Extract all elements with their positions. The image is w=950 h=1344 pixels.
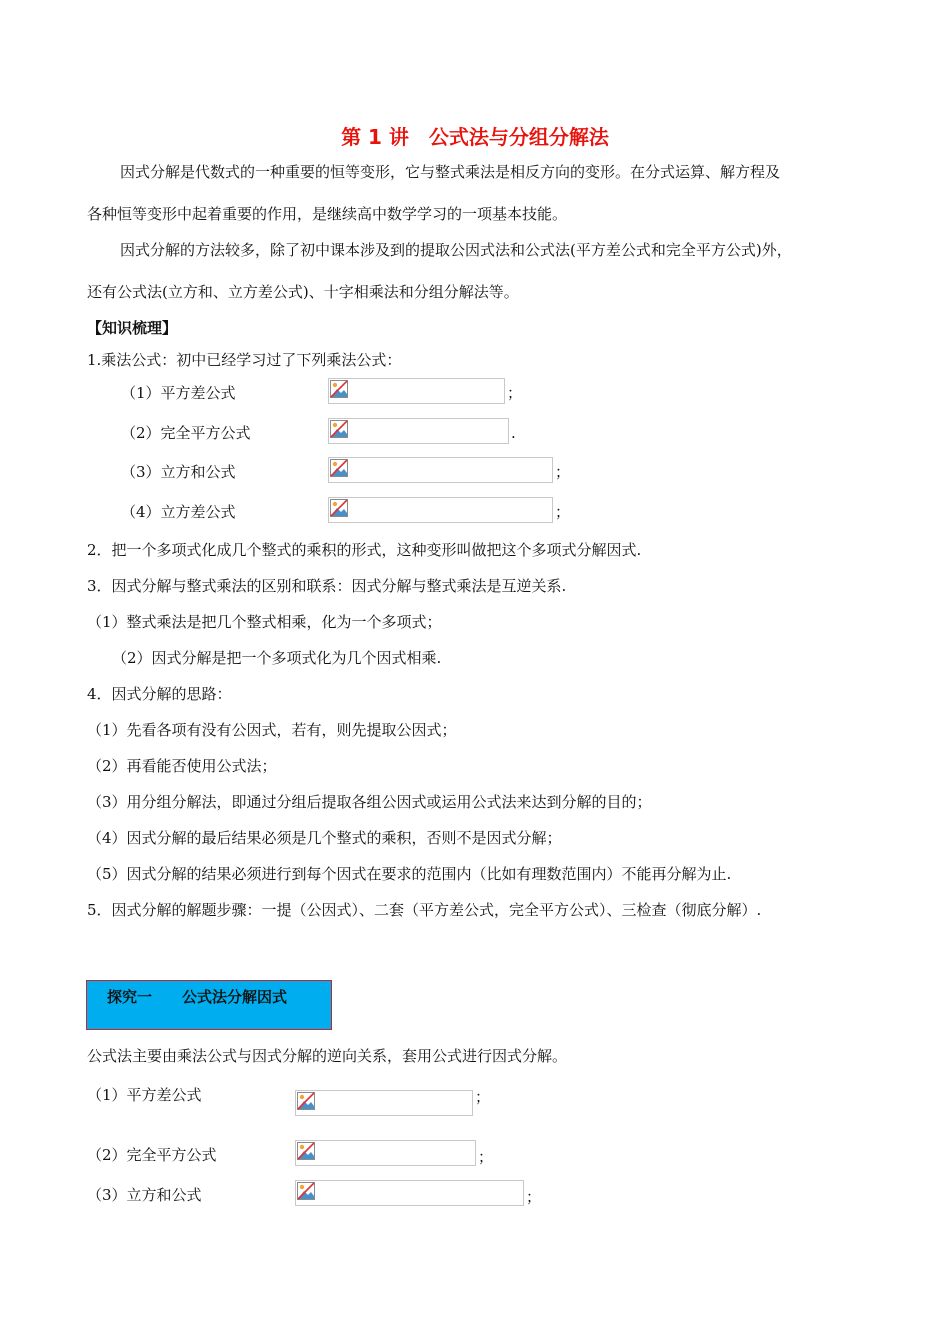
formula-end: ； xyxy=(555,463,571,481)
broken-image-icon xyxy=(330,499,348,517)
formula-image xyxy=(328,418,509,444)
knowledge-item-3: 3．因式分解与整式乘法的区别和联系：因式分解与整式乘法是互逆关系. xyxy=(87,577,567,595)
formula-end: . xyxy=(511,424,516,442)
formula-end: ； xyxy=(555,503,571,521)
section-description: 公式法主要由乘法公式与因式分解的逆向关系，套用公式进行因式分解。 xyxy=(87,1047,568,1065)
broken-image-icon xyxy=(330,459,348,477)
intro-paragraph-2-line-2: 还有公式法(立方和、立方差公式)、十字相乘法和分组分解法等。 xyxy=(87,283,519,301)
list-item: （3）用分组分解法，即通过分组后提取各组公因式或运用公式法来达到分解的目的； xyxy=(87,793,652,811)
formula-label: （1）平方差公式 xyxy=(87,1086,202,1104)
broken-image-icon xyxy=(297,1142,315,1160)
formula-label: （3）立方和公式 xyxy=(87,1186,202,1204)
knowledge-item-4: 4．因式分解的思路： xyxy=(87,685,232,703)
formula-image xyxy=(295,1140,476,1166)
knowledge-item-5: 5．因式分解的解题步骤：一提（公因式）、二套（平方差公式，完全平方公式）、三检查（彻底分解）. xyxy=(87,901,762,919)
broken-image-icon xyxy=(297,1092,315,1110)
section-banner-title: 探究一 公式法分解因式 xyxy=(107,988,288,1006)
broken-image-icon xyxy=(297,1182,315,1200)
list-item: （4）因式分解的最后结果必须是几个整式的乘积，否则不是因式分解； xyxy=(87,829,562,847)
intro-paragraph-1-line-1: 因式分解是代数式的一种重要的恒等变形，它与整式乘法是相反方向的变形。在分式运算、解方程及 xyxy=(120,163,781,181)
formula-end: ； xyxy=(526,1188,542,1206)
formula-end: ； xyxy=(478,1148,494,1166)
knowledge-item-1: 1.乘法公式：初中已经学习过了下列乘法公式： xyxy=(87,351,402,369)
formula-label: （2）完全平方公式 xyxy=(87,1146,217,1164)
intro-paragraph-1-line-2: 各种恒等变形中起着重要的作用，是继续高中数学学习的一项基本技能。 xyxy=(87,205,568,223)
section-banner xyxy=(86,980,332,1030)
knowledge-item-3-1: （1）整式乘法是把几个整式相乘，化为一个多项式； xyxy=(87,613,442,631)
knowledge-heading: 【知识梳理】 xyxy=(87,319,178,337)
knowledge-item-3-2: （2）因式分解是把一个多项式化为几个因式相乘. xyxy=(112,649,442,667)
formula-image xyxy=(328,378,505,404)
formula-image xyxy=(328,497,553,523)
list-item: （1）先看各项有没有公因式，若有，则先提取公因式； xyxy=(87,721,457,739)
formula-end: ； xyxy=(507,384,523,402)
broken-image-icon xyxy=(330,380,348,398)
formula-end: ； xyxy=(475,1088,491,1106)
formula-label: （2）完全平方公式 xyxy=(121,424,251,442)
formula-label: （3）立方和公式 xyxy=(121,463,236,481)
intro-paragraph-2-line-1: 因式分解的方法较多，除了初中课本涉及到的提取公因式法和公式法(平方差公式和完全平方公式)外， xyxy=(120,241,792,259)
formula-image xyxy=(295,1090,473,1116)
list-item: （5）因式分解的结果必须进行到每个因式在要求的范围内（比如有理数范围内）不能再分解为止. xyxy=(87,865,732,883)
knowledge-item-2: 2．把一个多项式化成几个整式的乘积的形式，这种变形叫做把这个多项式分解因式. xyxy=(87,541,642,559)
formula-label: （4）立方差公式 xyxy=(121,503,236,521)
list-item: （2）再看能否使用公式法； xyxy=(87,757,277,775)
formula-image xyxy=(295,1180,524,1206)
formula-label: （1）平方差公式 xyxy=(121,384,236,402)
page-title: 第 1 讲 公式法与分组分解法 xyxy=(341,125,609,149)
formula-image xyxy=(328,457,553,483)
broken-image-icon xyxy=(330,420,348,438)
